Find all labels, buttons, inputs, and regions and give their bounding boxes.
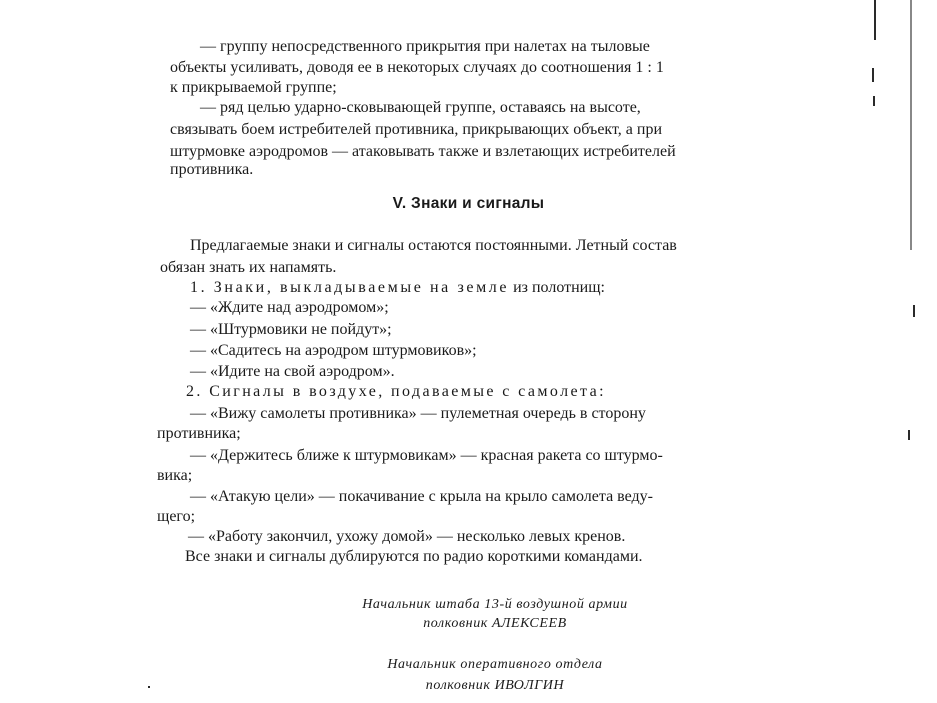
signal-line-4: вика; — [157, 467, 193, 484]
signal-line-5: — «Атакую цели» — покачивание с крыла на крыло самолета веду- — [190, 488, 653, 505]
para2-line-3: штурмовке аэродромов — атаковывать также и взлетающих истребителей — [170, 143, 676, 160]
signal-line-7: — «Работу закончил, ухожу домой» — несколько левых кренов. — [188, 528, 626, 545]
sign-item-2: — «Штурмовики не пойдут»; — [190, 321, 392, 338]
signature-2-name: полковник ИВОЛГИН — [425, 678, 565, 693]
intro-line-1: Предлагаемые знаки и сигналы остаются постоянными. Летный состав — [190, 237, 677, 254]
scan-edge-mark — [874, 0, 876, 40]
para2-line-1: — ряд целью ударно-сковывающей группе, оставаясь на высоте, — [200, 99, 641, 116]
sign-item-1: — «Ждите над аэродромом»; — [190, 299, 389, 316]
signal-line-3: — «Держитесь ближе к штурмовикам» — красная ракета со штурмо- — [190, 447, 663, 464]
signal-line-1: — «Вижу самолеты противника» — пулеметная очередь в сторону — [190, 405, 646, 422]
scan-edge-mark — [148, 686, 150, 688]
sign-item-3: — «Садитесь на аэродром штурмовиков»; — [190, 342, 477, 359]
section-heading: V. Знаки и сигналы — [392, 195, 545, 212]
signal-line-2: противника; — [157, 425, 241, 442]
para2-line-4: противника. — [170, 161, 254, 178]
para1-line-2: объекты усиливать, доводя ее в некоторых случаях до соотношения 1 : 1 — [170, 59, 664, 76]
scan-edge-mark — [873, 96, 875, 106]
signs-title — [190, 278, 605, 297]
scan-edge-mark — [872, 68, 874, 82]
intro-line-2: обязан знать их напамять. — [160, 259, 337, 276]
para1-line-3: к прикрываемой группе; — [170, 79, 337, 96]
para1-line-1: — группу непосредственного прикрытия при налетах на тыловые — [200, 38, 650, 55]
signs-title-rest: из полотнищ: — [509, 279, 605, 296]
signal-line-6: щего; — [157, 508, 196, 525]
signals-title: 2. Сигналы в воздухе, подаваемые с самолета: — [186, 383, 606, 400]
scan-edge-mark — [908, 430, 910, 440]
scan-edge-mark — [913, 305, 915, 317]
signature-1-name: полковник АЛЕКСЕЕВ — [423, 616, 567, 631]
signature-2-position: Начальник оперативного отдела — [387, 657, 603, 672]
signature-1-position: Начальник штаба 13-й воздушной армии — [362, 597, 628, 612]
closing-line: Все знаки и сигналы дублируются по радио короткими командами. — [185, 548, 643, 565]
signs-title-spaced: 1. Знаки, выкладываемые на земле — [190, 279, 510, 296]
para2-line-2: связывать боем истребителей противника, прикрывающих объект, а при — [170, 121, 662, 138]
sign-item-4: — «Идите на свой аэродром». — [190, 363, 395, 380]
scan-edge-mark — [910, 0, 912, 250]
